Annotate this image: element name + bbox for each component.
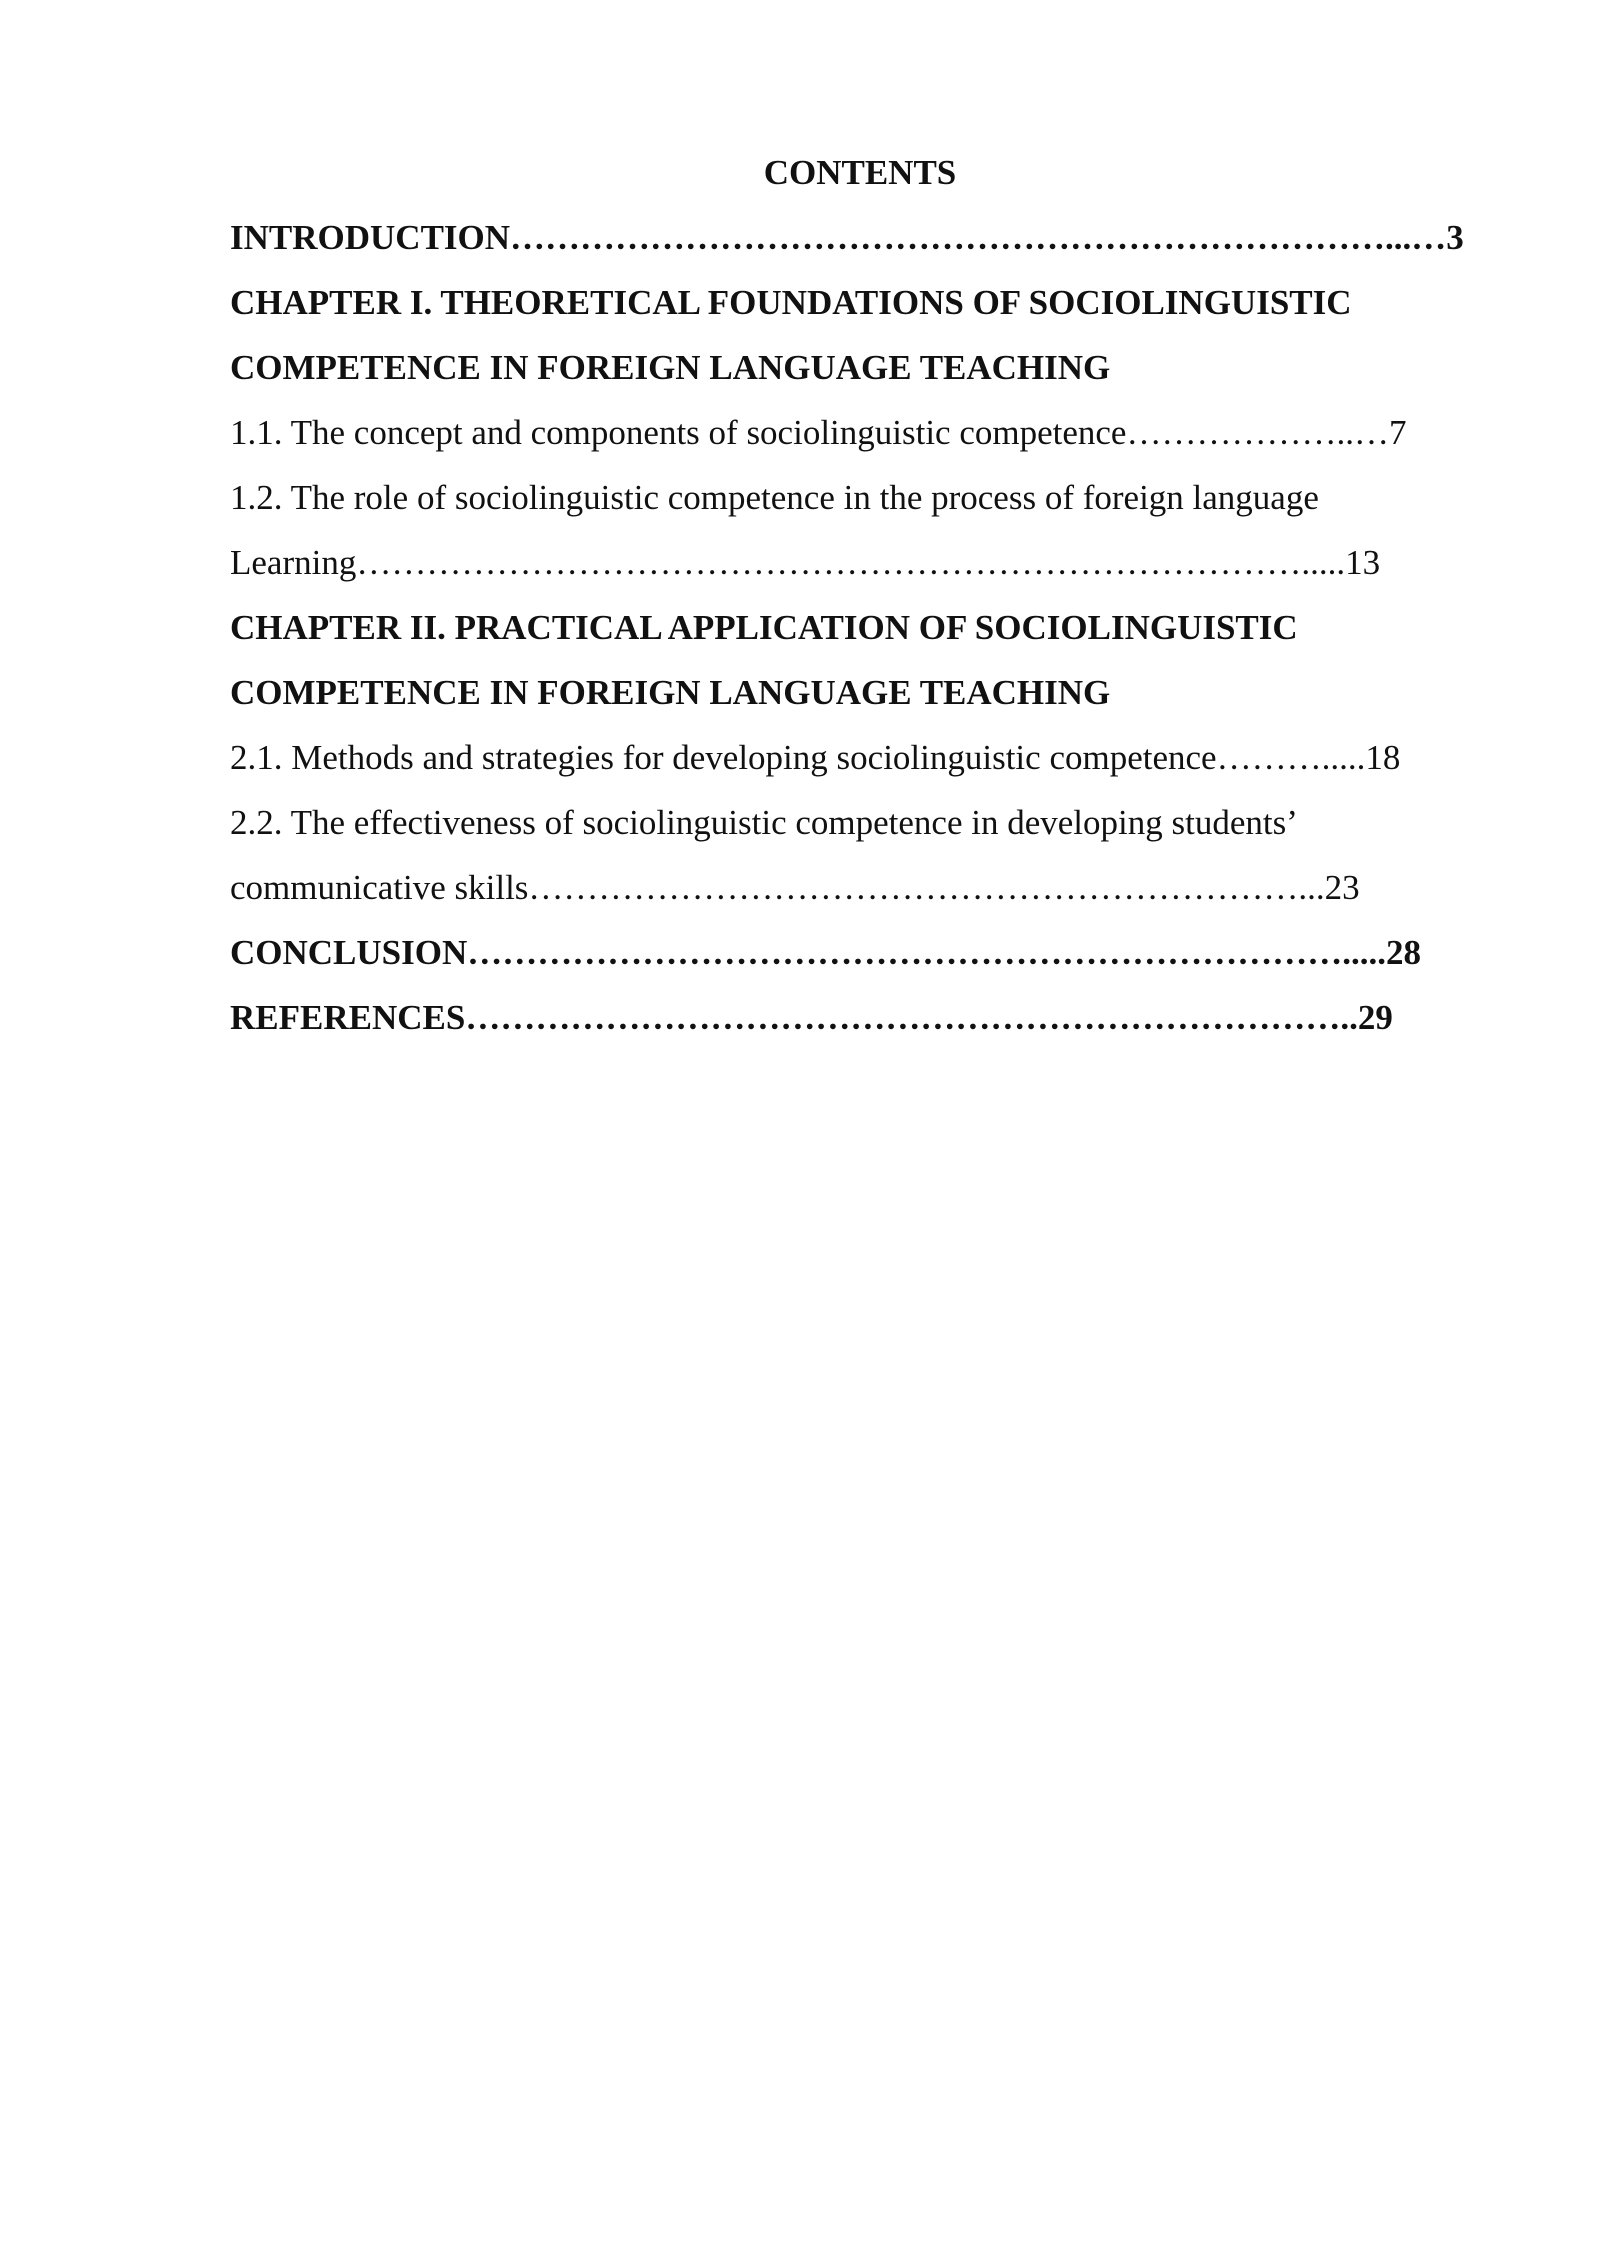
contents-heading: CONTENTS <box>763 153 957 192</box>
toc-entry-introduction: INTRODUCTION…………………………………………………………………...…3 <box>230 218 1464 257</box>
toc-entry-2-2-line-1: 2.2. The effectiveness of sociolinguistic competence in developing students’ <box>230 803 1298 842</box>
toc-chapter-1-heading-line-1: CHAPTER I. THEORETICAL FOUNDATIONS OF SOCIOLINGUISTIC <box>230 283 1352 322</box>
toc-chapter-2-heading-line-2: COMPETENCE IN FOREIGN LANGUAGE TEACHING <box>230 673 1111 712</box>
table-of-contents <box>230 140 1490 1050</box>
toc-entry-conclusion: CONCLUSION………………………………………………………………….....28 <box>230 933 1422 972</box>
toc-entry-2-2-line-2: communicative skills…………………………………………………………...23 <box>230 868 1360 907</box>
toc-entry-2-1: 2.1. Methods and strategies for developing sociolinguistic competence……….....18 <box>230 738 1401 777</box>
toc-entry-references: REFERENCES…………………………………………………………………..29 <box>230 998 1393 1037</box>
toc-entry-1-2-line-1: 1.2. The role of sociolinguistic competence in the process of foreign language <box>230 478 1319 517</box>
toc-entry-1-1: 1.1. The concept and components of sociolinguistic competence………………..…7 <box>230 413 1407 452</box>
toc-entry-1-2-line-2: Learning……………………………………………………………………….....13 <box>230 543 1381 582</box>
toc-chapter-2-heading-line-1: CHAPTER II. PRACTICAL APPLICATION OF SOCIOLINGUISTIC <box>230 608 1298 647</box>
toc-chapter-1-heading-line-2: COMPETENCE IN FOREIGN LANGUAGE TEACHING <box>230 348 1111 387</box>
